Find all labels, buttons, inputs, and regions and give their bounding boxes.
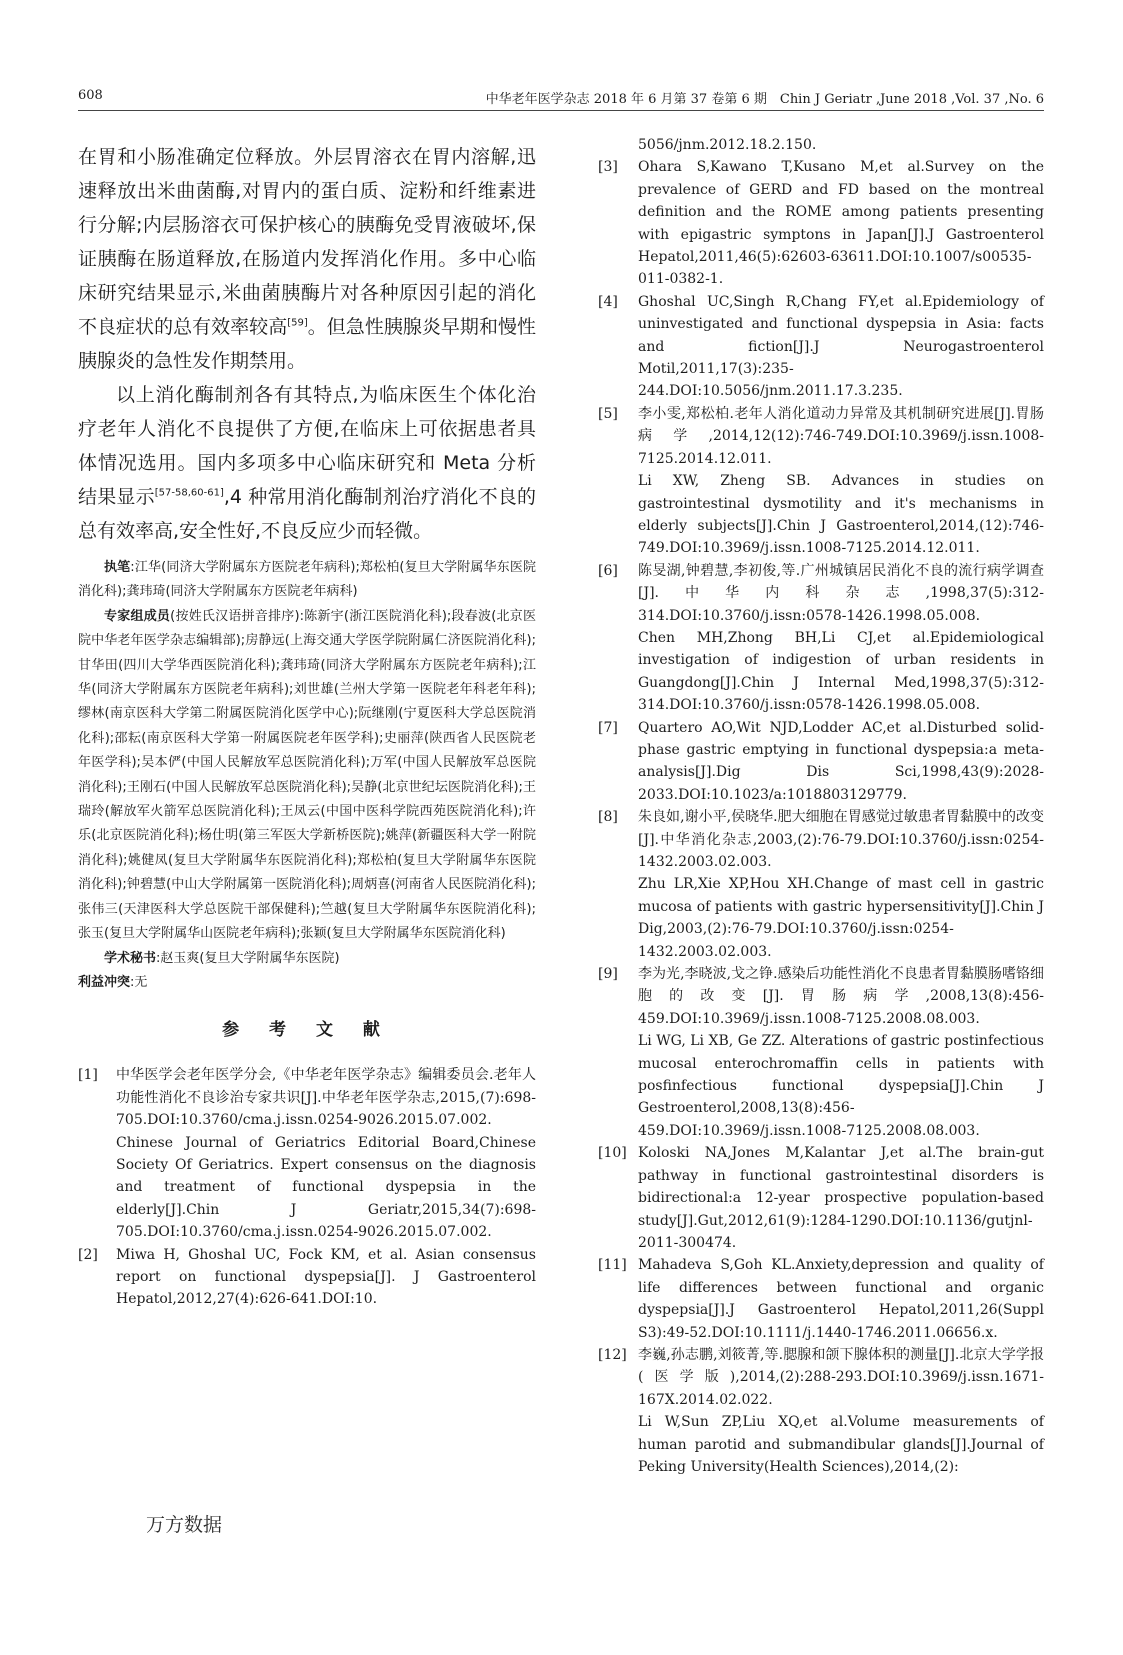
credit-text: (按姓氏汉语拼音排序):陈新宇(浙江医院消化科);段春波(北京医院中华老年医学杂志编辑部);房静远(上海交通大学医学院附属仁济医院消化科);甘华田(四川大学华西医院消化科);龚玮琦(同济大学附属东方医院老年病科);江华(同济大学附属东方医院老年病科);刘世雄(兰州大学第一医院老年科老年科);缪林(南京医科大学第二附属医院消化医学中心);阮继刚(宁夏医科大学总医院消化科);邵耘(南京医科大学第一附属医院老年医学科);史丽萍(陕西省人民医院老年医学科);吴本俨(中国人民解放军总医院消化科);万军(中国人民解放军总医院消化科);王刚石(中国人民解放军总医院消化科);吴静(北京世纪坛医院消化科);王瑞玲(解放军火箭军总医院消化科);王凤云(中国中医科学院西苑医院消化科);许乐(北京医院消化科);杨仕明(第三军医大学新桥医院);姚萍(新疆医科大学一附院消化科);姚健凤(复旦大学附属华东医院消化科);郑松柏(复旦大学附属华东医院消化科);钟碧慧(中山大学附属第一医院消化科);周炳喜(河南省人民医院消化科);张伟三(天津医科大学总医院干部保健科);竺越(复旦大学附属华东医院消化科);张玉(复旦大学附属华山医院老年病科);张颖(复旦大学附属华东医院消化科) <box>78 608 536 942</box>
reference-translation: Chen MH,Zhong BH,Li CJ,et al.Epidemiological investigation of indigestion of urban residents in Guangdong[J].Chin J Internal Med,1998,37(5):312-314.DOI:10.3760/j.issn:0578-1426.1998.05.008. <box>638 629 1044 714</box>
reference-item <box>598 1344 1044 1478</box>
reference-text: 中华医学会老年医学分会,《中华老年医学杂志》编辑委员会.老年人功能性消化不良诊治专家共识[J].中华老年医学杂志,2015,(7):698-705.DOI:10.3760/cma.j.issn.0254-9026.2015.07.002. <box>116 1067 536 1129</box>
reference-text: Miwa H, Ghoshal UC, Fock KM, et al. Asian consensus report on functional dyspepsia[J]. J Gastroenterol Hepatol,2012,27(4):626-641.DOI:10. <box>116 1246 536 1308</box>
reference-number: [12] <box>598 1346 627 1363</box>
references-heading: 参 考 文 献 <box>222 1020 392 1041</box>
reference-number: [9] <box>598 966 618 983</box>
reference-item <box>598 806 1044 963</box>
reference-item <box>78 1064 536 1243</box>
credit-label: 学术秘书 <box>104 950 157 966</box>
reference-text: Ohara S,Kawano T,Kusano M,et al.Survey on the prevalence of GERD and FD based on the montreal definition and the ROME among patients presenting with epigastric symptons in Japan[J].J Gastroenterol Hepatol,2011,46(5):62603-63611.DOI:10.1007/s00535-011-0382-1. <box>638 159 1044 288</box>
page-header <box>78 88 1044 111</box>
citation: [57-58,60-61] <box>154 487 224 499</box>
reference-number: [10] <box>598 1145 627 1162</box>
author-credit <box>78 556 536 605</box>
reference-text: 李小雯,郑松柏.老年人消化道动力异常及其机制研究进展[J].胃肠病学,2014,12(12):746-749.DOI:10.3969/j.issn.1008-7125.2014.12.011. <box>638 405 1044 467</box>
body-paragraph-1 <box>78 140 536 378</box>
reference-translation: Li XW, Zheng SB. Advances in studies on gastrointestinal dysmotility and it's mechanisms in elderly subjects[J].Chin J Gastroenterol,2014,(12):746-749.DOI:10.3969/j.issn.1008-7125.2014.12.011. <box>638 473 1044 557</box>
conflict-credit <box>78 971 536 995</box>
reference-number: [11] <box>598 1257 627 1274</box>
watermark-logo: 万方数据 <box>146 1514 223 1536</box>
reference-item <box>598 291 1044 403</box>
reference-item <box>598 963 1044 1142</box>
reference-number: [7] <box>598 719 618 736</box>
reference-item <box>598 1142 1044 1254</box>
reference-item <box>598 1254 1044 1344</box>
body-text: 。但急性胰腺炎早期和慢性胰腺炎的急性发作期禁用。 <box>78 316 536 372</box>
reference-number: [3] <box>598 159 618 176</box>
credit-label: 执笔 <box>104 560 131 575</box>
reference-text: 李巍,孙志鹏,刘筱菁,等.腮腺和颌下腺体积的测量[J].北京大学学报(医学版),2014,(2):288-293.DOI:10.3969/j.issn.1671-167X.2014.02.022. <box>638 1346 1044 1408</box>
credit-label: 专家组成员 <box>104 608 171 624</box>
reference-item <box>78 1244 536 1311</box>
left-column <box>78 140 536 1311</box>
reference-text: Quartero AO,Wit NJD,Lodder AC,et al.Disturbed solid-phase gastric emptying in functional dyspepsia:a meta-analysis[J].Dig Dis Sci,1998,43(9):2028-2033.DOI:10.1023/a:1018803129779. <box>638 719 1044 803</box>
reference-number: [8] <box>598 809 618 826</box>
reference-text: Mahadeva S,Goh KL.Anxiety,depression and quality of life differences between functional and organic dyspepsia[J].J Gastroenterol Hepatol,2011,26(Suppl S3):49-52.DOI:10.1111/j.1440-1746.2011.06656.x. <box>638 1257 1044 1341</box>
reference-number: [5] <box>598 405 618 422</box>
reference-list-left <box>78 1064 536 1310</box>
reference-text: 李为光,李晓波,戈之铮.感染后功能性消化不良患者胃黏膜肠嗜铬细胞的改变[J].胃肠病学,2008,13(8):456-459.DOI:10.3969/j.issn.1008-7125.2008.08.003. <box>638 966 1044 1027</box>
reference-number: [2] <box>78 1246 98 1263</box>
reference-text: Koloski NA,Jones M,Kalantar J,et al.The brain-gut pathway in functional gastrointestinal disorders is bidirectional:a 12-year prospective population-based study[J].Gut,2012,61(9):1284-1290.DOI:10.1136/gutjnl-2011-300474. <box>638 1145 1044 1251</box>
body-paragraph-2 <box>78 378 536 548</box>
reference-item <box>598 717 1044 807</box>
experts-credit <box>78 605 536 947</box>
reference-number: [1] <box>78 1067 98 1084</box>
body-text: ,4 种常用消化酶制剂治疗消化不良的总有效率高,安全性好,不良反应少而轻微。 <box>78 486 536 542</box>
credit-text: :赵玉爽(复旦大学附属华东医院) <box>156 950 340 966</box>
body-text: 以上消化酶制剂各有其特点,为临床医生个体化治疗老年人消化不良提供了方便,在临床上可依据患者具体情况选用。国内多项多中心临床研究和 Meta 分析结果显示 <box>78 384 536 508</box>
citation: [59] <box>287 317 308 329</box>
reference-item <box>598 156 1044 290</box>
reference-number: [6] <box>598 562 618 579</box>
reference-text: Ghoshal UC,Singh R,Chang FY,et al.Epidemiology of uninvestigated and functional dyspepsia in Asia: facts and fiction[J].J Neurogastroenterol Motil,2011,17(3):235-244.DOI:10.5056/jnm.2011.17.3.235. <box>638 293 1044 400</box>
reference-number: [4] <box>598 293 618 310</box>
reference-item <box>598 560 1044 717</box>
reference-item <box>598 403 1044 560</box>
body-text: 在胃和小肠准确定位释放。外层胃溶衣在胃内溶解,迅速释放出米曲菌酶,对胃内的蛋白质、淀粉和纤维素进行分解;内层肠溶衣可保护核心的胰酶免受胃液破坏,保证胰酶在肠道释放,在肠道内发挥消化作用。多中心临床研究结果显示,米曲菌胰酶片对各种原因引起的消化不良症状的总有效率较高 <box>78 146 536 338</box>
reference-translation: Li W,Sun ZP,Liu XQ,et al.Volume measurements of human parotid and submandibular glands[J].Journal of Peking University(Health Sciences),2014,(2): <box>638 1414 1044 1475</box>
reference-text: 朱良如,谢小平,侯晓华.肥大细胞在胃感觉过敏患者胃黏膜中的改变[J].中华消化杂志,2003,(2):76-79.DOI:10.3760/j.issn:0254-1432.2003.02.003. <box>638 809 1044 870</box>
right-column <box>598 137 1044 1478</box>
credit-text: :江华(同济大学附属东方医院老年病科);郑松柏(复旦大学附属华东医院消化科);龚玮琦(同济大学附属东方医院老年病科) <box>78 560 536 600</box>
running-head: 中华老年医学杂志 2018 年 6 月第 37 卷第 6 期 Chin J Geriatr ,June 2018 ,Vol. 37 ,No. 6 <box>485 92 1044 107</box>
reference-translation: Zhu LR,Xie XP,Hou XH.Change of mast cell in gastric mucosa of patients with gastric hypersensitivity[J].Chin J Dig,2003,(2):76-79.DOI:10.3760/j.issn:0254-1432.2003.02.003. <box>638 876 1044 960</box>
credit-label: 利益冲突 <box>78 974 131 990</box>
reference-text: 陈旻湖,钟碧慧,李初俊,等.广州城镇居民消化不良的流行病学调查[J].中华内科杂志,1998,37(5):312-314.DOI:10.3760/j.issn:0578-1426.1998.05.008. <box>638 562 1044 624</box>
reference-text: 5056/jnm.2012.18.2.150. <box>638 137 817 153</box>
credit-text: :无 <box>130 974 148 990</box>
secretary-credit <box>78 947 536 971</box>
page-number: 608 <box>78 88 103 103</box>
reference-list-right <box>598 134 1044 1478</box>
reference-translation: Chinese Journal of Geriatrics Editorial Board,Chinese Society Of Geriatrics. Expert consensus on the diagnosis and treatment of functional dyspepsia in the elderly[J].Chin J Geriatr,2015,34(7):698-705.DOI:10.3760/cma.j.issn.0254-9026.2015.07.002. <box>116 1134 536 1241</box>
reference-translation: Li WG, Li XB, Ge ZZ. Alterations of gastric postinfectious mucosal enterochromaffin cells in patients with posfinfectious functional dyspepsia[J].Chin J Gestroenterol,2008,13(8):456-459.DOI:10.3969/j.issn.1008-7125.2008.08.003. <box>638 1033 1044 1139</box>
reference-item <box>598 134 1044 156</box>
